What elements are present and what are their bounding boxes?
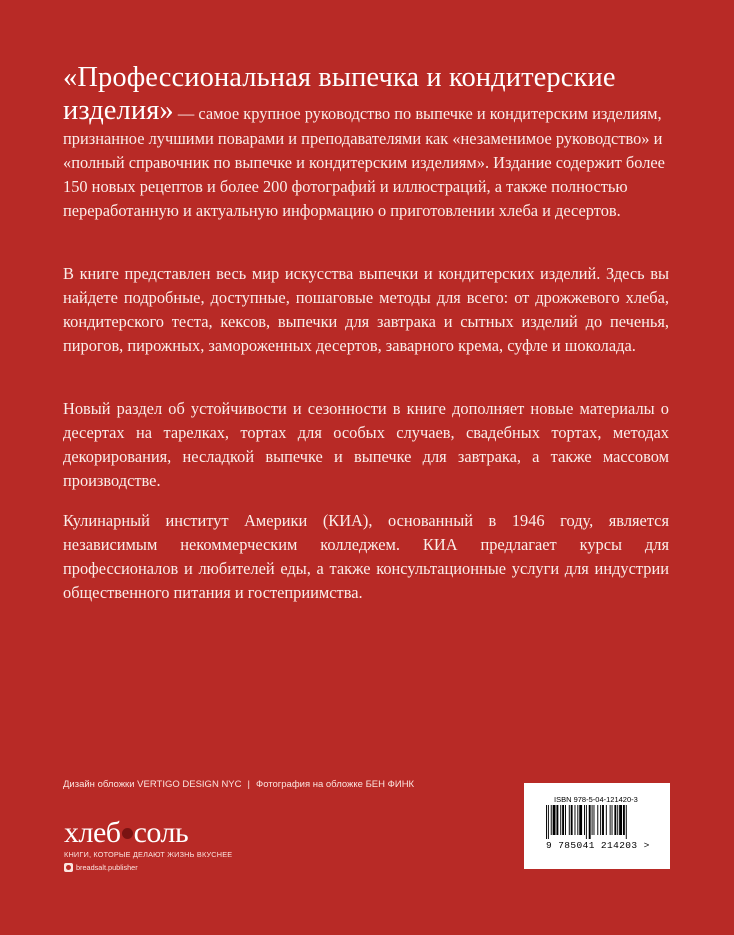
publisher-tagline: КНИГИ, КОТОРЫЕ ДЕЛАЮТ ЖИЗНЬ ВКУСНЕЕ bbox=[64, 850, 233, 859]
logo-word-bread: хлеб bbox=[64, 816, 121, 849]
social-media-icon bbox=[64, 863, 73, 872]
intro-text: — самое крупное руководство по выпечке и кондитерским изделиям, признанное лучшими поварами и преподавателями как «незаменимое руководство» и «полный справочник по выпечке и кондитерским изделиям». Издание содержит более 150 новых рецептов и более 200 фотографий и иллюстраций, а также полностью переработанную и актуальную информацию о приготовлении хлеба и десертов. bbox=[63, 104, 665, 220]
intro-paragraph bbox=[63, 61, 669, 223]
paragraph-scope: В книге представлен весь мир искусства выпечки и кондитерских изделий. Здесь вы найдете подробные, доступные, пошаговые методы для всего: от дрожжевого хлеба, кондитерского теста, кексов, выпечки для завтрака и сытных изделий до печенья, пирогов, пирожных, замороженных десертов, заварного крема, суфле и шоколада. bbox=[63, 264, 669, 355]
social-handle: breadsalt.publisher bbox=[76, 863, 138, 872]
photo-credit: Фотография на обложке БЕН ФИНК bbox=[255, 779, 415, 790]
book-title-quote: «Профессиональная выпечка и кондитерские изделия» bbox=[63, 62, 616, 126]
publisher-social bbox=[64, 863, 138, 872]
logo-word-salt: соль bbox=[133, 816, 189, 849]
design-credit: Дизайн обложки VERTIGO DESIGN NYC bbox=[63, 779, 242, 790]
barcode-digits: 9 785041 214203 > bbox=[546, 840, 650, 851]
paragraph-new-section: Новый раздел об устойчивости и сезонности в книге дополняет новые материалы о десертах на тарелках, тортах для особых случаев, свадебных тортах, методах декорирования, несладкой выпечке и выпечке для завтрака, а также массовом производстве. bbox=[63, 399, 669, 490]
paragraph-cia: Кулинарный институт Америки (КИА), основанный в 1946 году, является независимым некоммерческим колледжем. КИА предлагает курсы для профессионалов и любителей еды, а также консультационные услуги для индустрии общественного питания и гостеприимства. bbox=[63, 511, 669, 602]
cover-credits bbox=[63, 779, 414, 790]
logo-dot-icon bbox=[122, 828, 133, 839]
publisher-logo bbox=[64, 818, 188, 848]
isbn-label: ISBN 978-5-04-121420-3 bbox=[554, 795, 638, 804]
barcode-bars bbox=[546, 805, 656, 839]
credits-separator: | bbox=[247, 779, 250, 790]
barcode-box bbox=[524, 783, 670, 869]
